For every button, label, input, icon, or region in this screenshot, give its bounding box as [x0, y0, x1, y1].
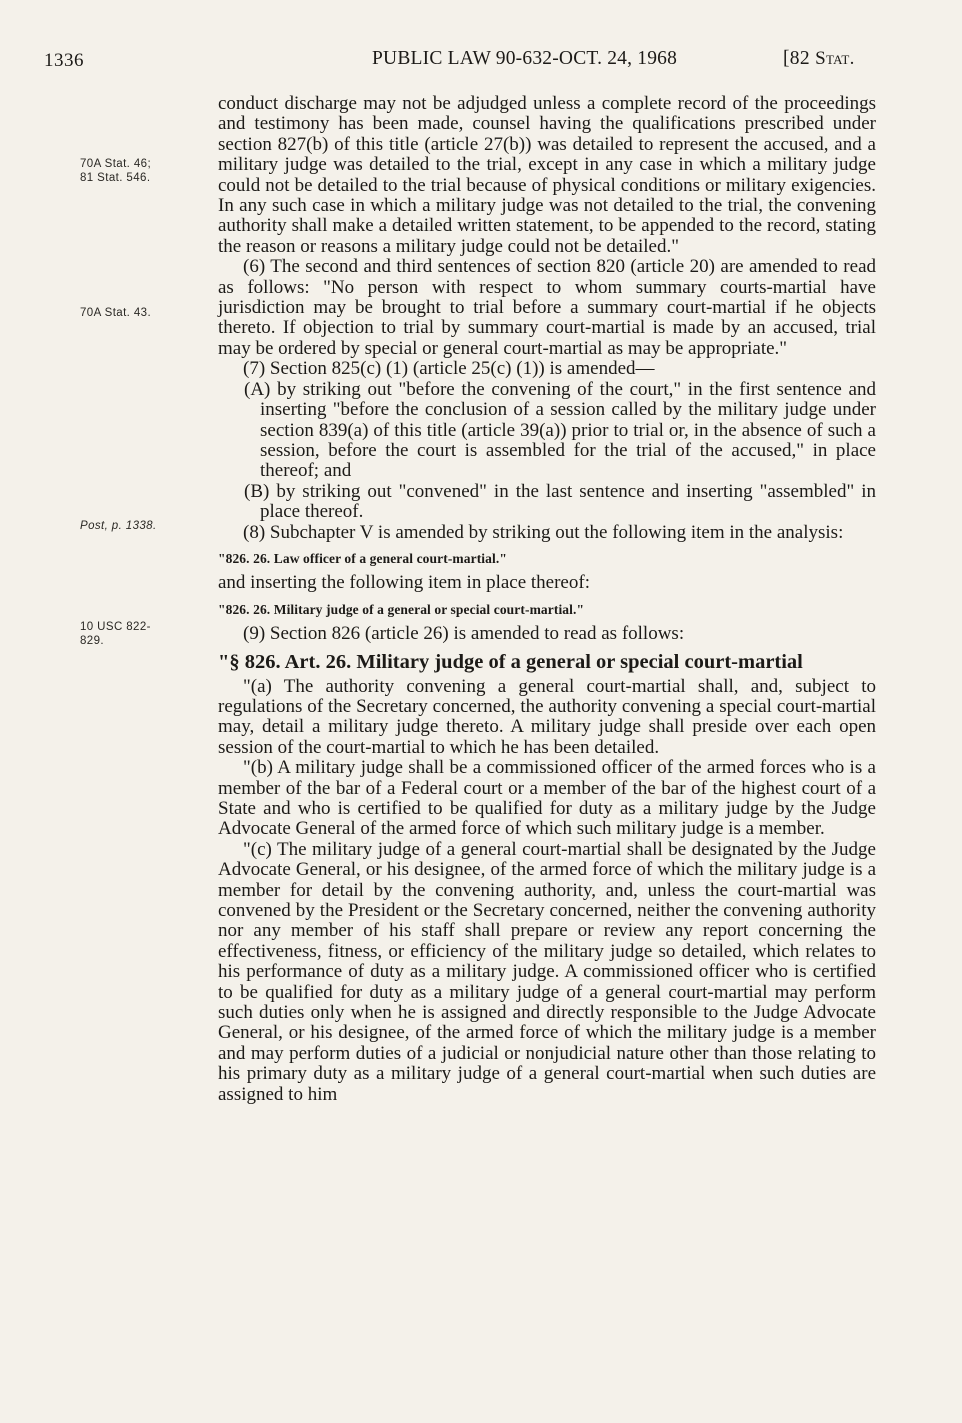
margin-note-2	[80, 306, 200, 320]
margin-note-line: 81 Stat. 546.	[80, 172, 151, 184]
paragraph: conduct discharge may not be adjudged unless a complete record of the proceedings and testimony has been made, counsel having the qualifications prescribed under section 827(b) of this title (article 27(b)) was detailed to represent the accused, and a military judge was detailed to the trial, except in any case in which a military judge could not be detailed to the trial because of physical conditions or military exigencies. In any such case in which a military judge was not detailed to the trial, the convening authority shall make a detailed written statement, to be appended to the record, stating the reason or reasons a military judge could not be detailed."	[218, 93, 876, 257]
section-heading: "§ 826. Art. 26. Military judge of a general or special court-martial	[218, 650, 803, 673]
paragraph: "(a) The authority convening a general court-martial shall, and, subject to regulations of the Secretary concerned, the authority convening a special court-martial may, detail a military judge thereto. A military judge shall preside over each open session of the court-martial to which he has been detailed.	[218, 675, 876, 758]
margin-note-line: 829.	[80, 635, 104, 647]
paragraph: "(c) The military judge of a general court-martial shall be designated by the Judge Advocate General, or his designee, of the armed force of which the military judge is a member for detail by the convening authority, and, unless the court-martial was convened by the President or the Secretary concerned, neither the convening authority nor any member of his staff shall prepare or review any report concerning the effectiveness, fitness, or efficiency of the military judge so detailed, which relates to his performance of duty as a military judge. A commissioned officer who is certified to be qualified for duty as a military judge of a general court-martial may perform such duties only when he is assigned and directly responsible to the Judge Advocate General, or his designee, of the armed force of which the military judge is a member and may perform duties of a judicial or nonjudicial nature other than those relating to his primary duty as a military judge of a general court-martial when such duties are assigned to him	[218, 838, 876, 1105]
margin-note-4	[80, 620, 200, 648]
margin-note-line: 10 USC 822-	[80, 621, 151, 633]
statute-reference	[783, 48, 855, 70]
analysis-item-new: "826. 26. Military judge of a general or special court-martial."	[218, 601, 585, 617]
margin-note-line: Post, p. 1338.	[80, 520, 157, 532]
margin-note-3	[80, 519, 200, 533]
margin-note-line: 70A Stat. 46;	[80, 158, 152, 170]
running-head: PUBLIC LAW 90-632-OCT. 24, 1968	[372, 48, 678, 69]
paragraph: and inserting the following item in place thereof:	[218, 572, 590, 594]
paragraph: (7) Section 825(c) (1) (article 25(c) (1)) is amended—	[243, 358, 655, 380]
paragraph-subitem: (B) by striking out "convened" in the last sentence and inserting "assembled" in place thereof.	[244, 480, 876, 523]
paragraph: (6) The second and third sentences of section 820 (article 20) are amended to read as follows: "No person with respect to whom summary courts-martial have jurisdiction may be brought to trial before a summary court-martial if he objects thereto. If objection to trial by summary court-martial is made by an accused, trial may be ordered by special or general court-martial as may be appropriate."	[218, 256, 876, 359]
margin-note-line: 70A Stat. 43.	[80, 307, 152, 319]
paragraph: (9) Section 826 (article 26) is amended to read as follows:	[243, 623, 685, 645]
page-number: 1336	[44, 50, 84, 71]
stat-ref-prefix: [82	[783, 48, 816, 69]
stat-ref-word: Stat.	[815, 48, 855, 69]
paragraph-subitem: (A) by striking out "before the convening of the court," in the first sentence and inserting "before the conclusion of a session called by the military judge under section 839(a) of this title (article 39(a)) prior to trial or, in the absence of such a session, before the court is assembled for the trial of the accused," in place thereof; and	[244, 378, 876, 482]
analysis-item-old: "826. 26. Law officer of a general court-martial."	[218, 550, 507, 566]
document-body	[218, 94, 876, 1105]
paragraph: (8) Subchapter V is amended by striking out the following item in the analysis:	[243, 521, 844, 543]
paragraph: "(b) A military judge shall be a commissioned officer of the armed forces who is a member of the bar of a Federal court or a member of the bar of the highest court of a State and who is certified to be qualified for duty as a military judge by the Judge Advocate General of the armed force of which such military judge is a member.	[218, 757, 876, 840]
margin-note-1	[80, 157, 200, 185]
